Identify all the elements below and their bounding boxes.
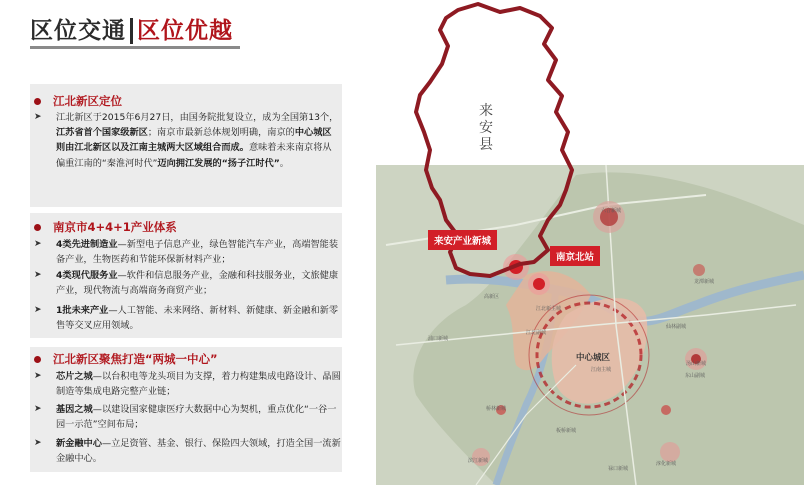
header-title-main: 区位交通 xyxy=(30,18,126,44)
place-label: 板桥新城 xyxy=(556,428,577,434)
arrow-bullet-icon: ➤ xyxy=(34,438,42,448)
place-label: 江北副城 xyxy=(526,330,547,336)
list-item: ➤ 芯片之城—以台积电等龙头项目为支撑，着力构建集成电路设计、晶圆制造等集成电路完整产业链； xyxy=(34,371,341,398)
arrow-bullet-icon: ➤ xyxy=(34,112,42,122)
arrow-bullet-icon: ➤ xyxy=(34,305,42,315)
header-divider xyxy=(130,18,133,44)
arrow-bullet-icon: ➤ xyxy=(34,404,42,414)
place-label: 桥林新城 xyxy=(486,406,507,412)
bullet-dot-icon xyxy=(34,98,41,105)
place-label: 浦口新城 xyxy=(428,336,449,342)
list-item: ➤ 4类先进制造业—新型电子信息产业，绿色智能汽车产业，高端智能装备产业，生物医药和节能环保新材料产业； xyxy=(34,239,339,266)
place-label: 江北新主城 xyxy=(536,306,562,312)
nanjing-north-station-tag: 南京北站 xyxy=(550,246,600,266)
page-header xyxy=(30,12,233,46)
header-underline xyxy=(30,46,240,49)
county-label: 来安县 xyxy=(479,103,493,153)
arrow-bullet-icon: ➤ xyxy=(34,239,42,249)
list-item: ➤ 4类现代服务业—软件和信息服务产业，金融和科技服务业，文旅健康产业，现代物流与高端商务商贸产业； xyxy=(34,270,339,297)
list-item: ➤ 江北新区于2015年6月27日，由国务院批复设立，成为全国第13个，江苏省首个国家级新区；南京市最新总体规划明确，南京的中心城区则由江北新区以及江南主城两大区域组合而成。意味着未来南京将从偏重江南的“秦淮河时代”迈向拥江发展的“扬子江时代”。 xyxy=(34,112,339,169)
center-city-label: 中心城区 xyxy=(576,353,611,363)
place-label: 高新区 xyxy=(484,294,500,300)
place-label: 龙潭新城 xyxy=(694,279,715,285)
place-label: 六合新城 xyxy=(601,208,622,214)
list-item: ➤ 1批未来产业—人工智能、未来网络、新材料、新健康、新金融和新零售等交叉应用领域。 xyxy=(34,305,339,332)
list-item: ➤ 基因之城—以建设国家健康医疗大数据中心为契机，重点优化“一谷一园一示范”空间布局； xyxy=(34,404,337,431)
arrow-bullet-icon: ➤ xyxy=(34,270,42,280)
header-title-accent: 区位优越 xyxy=(137,18,233,44)
list-item: ➤ 新金融中心—立足资管、基金、银行、保险四大领域，打造全国一流新金融中心。 xyxy=(34,438,341,465)
section-two-cities-panel xyxy=(30,347,342,472)
place-label: 汤山新城 xyxy=(686,361,707,367)
section-title-two-cities: 江北新区聚焦打造“两城一中心” xyxy=(34,351,218,367)
map-graphics xyxy=(376,165,804,485)
laian-industry-city-tag: 来安产业新城 xyxy=(428,230,497,250)
bullet-dot-icon xyxy=(34,356,41,363)
section-title-positioning: 江北新区定位 xyxy=(34,93,122,109)
section-industry-panel xyxy=(30,213,342,338)
region-map xyxy=(376,165,804,485)
place-label: 滨江新城 xyxy=(468,458,489,464)
section-title-industry: 南京市4+4+1产业体系 xyxy=(34,219,177,235)
bullet-dot-icon xyxy=(34,224,41,231)
place-label: 仙林副城 xyxy=(666,324,687,330)
place-label: 淳化新城 xyxy=(656,461,677,467)
center-city-sublabel: 江南主城 xyxy=(591,367,612,373)
place-label: 东山副城 xyxy=(685,373,706,379)
place-label: 禄口新城 xyxy=(608,466,629,472)
arrow-bullet-icon: ➤ xyxy=(34,371,42,381)
section-positioning-panel xyxy=(30,84,342,207)
